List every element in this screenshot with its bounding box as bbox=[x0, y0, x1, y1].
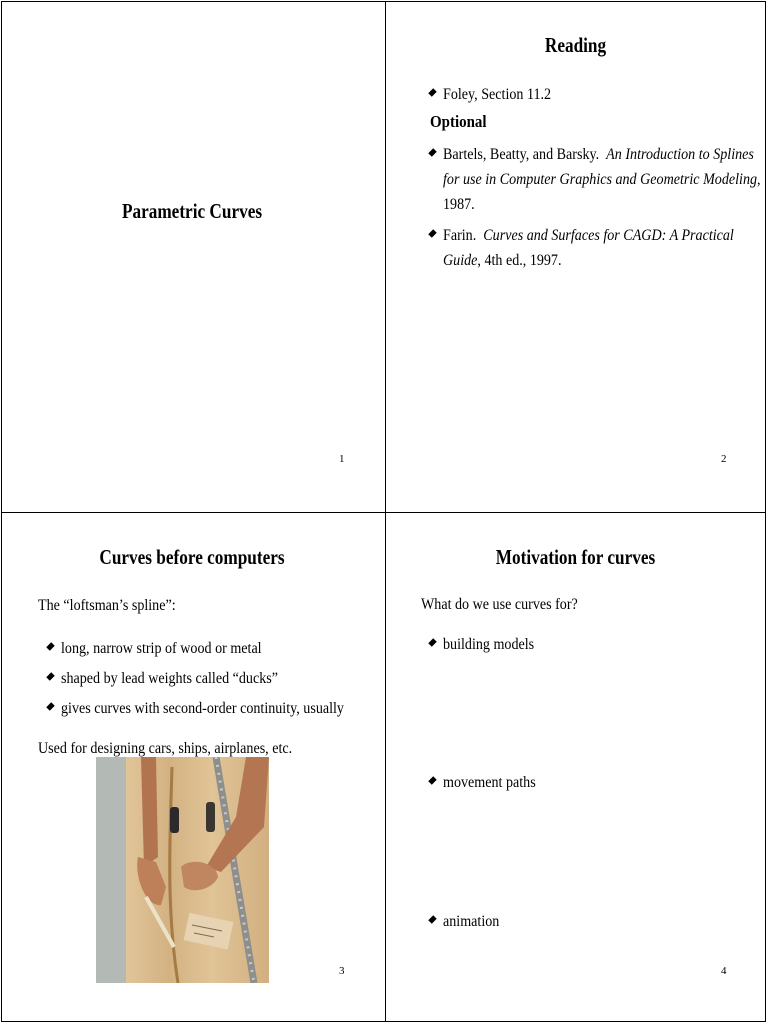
slide-1 bbox=[1, 1, 383, 510]
page-number: 4 bbox=[721, 965, 727, 977]
citation-title: An Introduction to Splines bbox=[606, 146, 754, 163]
spline-facts-list bbox=[47, 636, 383, 721]
diamond-bullet-icon bbox=[46, 642, 54, 650]
curve-uses-list bbox=[429, 632, 547, 657]
diamond-bullet-icon bbox=[428, 229, 436, 237]
citation-details: , 4th ed., 1997. bbox=[477, 252, 562, 269]
slide-title: Reading bbox=[544, 33, 607, 57]
slide-title: Parametric Curves bbox=[121, 199, 263, 223]
slide-3 bbox=[1, 513, 383, 1022]
optional-heading: Optional bbox=[430, 112, 487, 131]
citation-author: Bartels, Beatty, and Barsky. bbox=[443, 146, 600, 163]
list-item: animation bbox=[429, 909, 507, 934]
intro-text: The “loftsman’s spline”: bbox=[38, 597, 176, 614]
diamond-bullet-icon bbox=[428, 915, 436, 923]
slide-4 bbox=[385, 513, 766, 1022]
diamond-bullet-icon bbox=[428, 638, 436, 646]
citation-title: Curves and Surfaces for CAGD: A Practical bbox=[483, 227, 734, 244]
diamond-bullet-icon bbox=[428, 148, 436, 156]
optional-reading-list bbox=[429, 142, 766, 273]
citation-punct: , bbox=[757, 171, 761, 188]
slide-2 bbox=[385, 1, 766, 510]
list-item: Foley, Section 11.2 bbox=[429, 82, 566, 107]
list-item: long, narrow strip of wood or metal bbox=[47, 636, 383, 661]
page-number: 1 bbox=[339, 453, 345, 465]
diamond-bullet-icon bbox=[428, 776, 436, 784]
page-number: 3 bbox=[339, 965, 345, 977]
citation-title-cont: Guide bbox=[443, 252, 478, 269]
diamond-bullet-icon bbox=[46, 672, 54, 680]
slide-title: Motivation for curves bbox=[495, 545, 656, 569]
curve-uses-list-2 bbox=[429, 770, 548, 795]
citation-year: 1987. bbox=[443, 196, 475, 213]
list-item: building models bbox=[429, 632, 547, 657]
list-item: gives curves with second-order continuity, usually bbox=[47, 696, 383, 721]
diamond-bullet-icon bbox=[428, 88, 436, 96]
loftsman-spline-photo bbox=[96, 757, 269, 983]
list-item: movement paths bbox=[429, 770, 548, 795]
list-item bbox=[429, 142, 766, 217]
slide-title: Curves before computers bbox=[99, 545, 285, 569]
citation-author: Farin. bbox=[443, 227, 477, 244]
usage-text: Used for designing cars, ships, airplanes, etc. bbox=[38, 740, 293, 757]
page-number: 2 bbox=[721, 453, 727, 465]
citation-title-cont: for use in Computer Graphics and Geometric Modeling bbox=[443, 171, 758, 188]
list-item: shaped by lead weights called “ducks” bbox=[47, 666, 383, 691]
question-text: What do we use curves for? bbox=[421, 596, 578, 613]
list-item bbox=[429, 223, 766, 273]
curve-uses-list-3 bbox=[429, 909, 507, 934]
diamond-bullet-icon bbox=[46, 702, 54, 710]
reading-list bbox=[429, 82, 566, 107]
